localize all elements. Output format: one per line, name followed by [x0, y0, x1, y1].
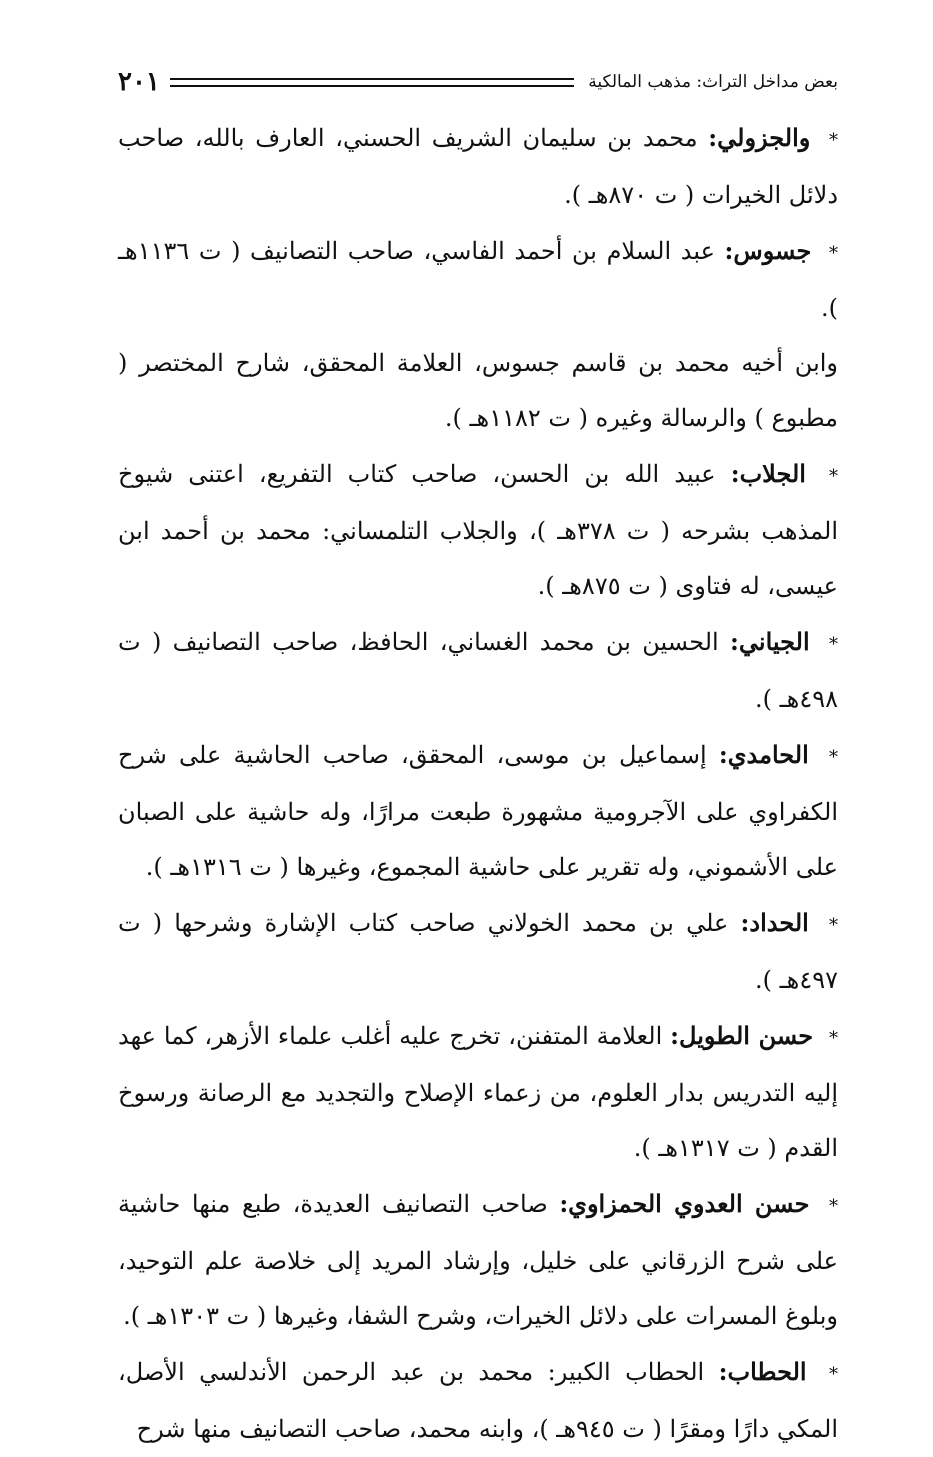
biography-entry: [118, 1344, 838, 1457]
entry-text: وابن أخيه محمد بن قاسم جسوس، العلامة المحقق، شارح المختصر ( مطبوع ) والرسالة وغيره ( ت ١١٨٢هـ ).: [118, 349, 838, 432]
entry-name: الجلاب:: [730, 459, 806, 488]
page-body: [118, 110, 838, 1457]
entry-marker: *: [829, 466, 839, 487]
biography-entry: [118, 895, 838, 1008]
entry-text: العلامة المتفنن، تخرج عليه أغلب علماء الأزهر، كما عهد إليه التدريس بدار العلوم، من زعماء الإصلاح والتجديد مع الرصانة ورسوخ القدم ( ت ١٣١٧هـ ).: [118, 1022, 838, 1162]
entry-name: الحامدي:: [718, 740, 809, 769]
running-header: [118, 62, 838, 102]
entry-marker: *: [829, 1028, 838, 1049]
entry-marker: *: [828, 1364, 838, 1385]
entry-marker: *: [828, 634, 838, 655]
biography-entry: [118, 1176, 838, 1344]
entry-text: عبيد الله بن الحسن، صاحب كتاب التفريع، اعتنى شيوخ المذهب بشرحه ( ت ٣٧٨هـ )، والجلاب التلمساني: محمد بن أحمد ابن عيسى، له فتاوى ( ت ٨٧٥هـ ).: [118, 460, 838, 600]
biography-entry: [118, 446, 838, 614]
entry-marker: *: [829, 1196, 839, 1217]
entry-name: حسن الطويل:: [670, 1021, 814, 1050]
entry-text: إسماعيل بن موسى، المحقق، صاحب الحاشية على شرح الكفراوي على الآجرومية مشهورة طبعت مرارًا، وله حاشية على الصبان على الأشموني، وله تقرير على حاشية المجموع، وغيرها ( ت ١٣١٦هـ ).: [118, 741, 838, 881]
entry-text: صاحب التصانيف العديدة، طبع منها حاشية على شرح الزرقاني على خليل، وإرشاد المريد إلى خلاصة علم التوحيد، وبلوغ المسرات على دلائل الخيرات، وشرح الشفا، وغيرها ( ت ١٣٠٣هـ ).: [118, 1190, 838, 1330]
biography-entry: [118, 110, 838, 223]
entry-marker: *: [829, 130, 838, 151]
running-title: بعض مداخل التراث: مذهب المالكية: [588, 72, 838, 92]
entry-text: محمد بن سليمان الشريف الحسني، العارف بالله، صاحب دلائل الخيرات ( ت ٨٧٠هـ ).: [118, 124, 838, 209]
biography-entry-continuation: [118, 336, 838, 446]
entry-name: الحطاب:: [718, 1357, 807, 1386]
entry-name: الحداد:: [740, 908, 809, 937]
entry-text: الحسين بن محمد الغساني، الحافظ، صاحب التصانيف ( ت ٤٩٨هـ ).: [118, 628, 838, 713]
entry-name: جسوس:: [724, 236, 812, 265]
entry-text: علي بن محمد الخولاني صاحب كتاب الإشارة وشرحها ( ت ٤٩٧هـ ).: [118, 909, 838, 994]
header-rule: [170, 78, 574, 87]
entry-text: الحطاب الكبير: محمد بن عبد الرحمن الأندلسي الأصل، المكي دارًا ومقرًا ( ت ٩٤٥هـ )، وابنه محمد، صاحب التصانيف منها شرح: [118, 1358, 838, 1443]
entry-marker: *: [829, 747, 838, 768]
biography-entry: [118, 1008, 838, 1176]
biography-entry: [118, 727, 838, 895]
entry-marker: *: [828, 243, 838, 264]
biography-entry: [118, 223, 838, 336]
entry-text: عبد السلام بن أحمد الفاسي، صاحب التصانيف ( ت ١١٣٦هـ ).: [118, 237, 838, 322]
entry-marker: *: [828, 915, 838, 936]
entry-name: والجزولي:: [708, 123, 811, 152]
page-number: ٢٠١: [118, 67, 160, 97]
biography-entry: [118, 614, 838, 727]
entry-name: حسن العدوي الحمزاوي:: [559, 1189, 810, 1218]
entry-name: الجياني:: [730, 627, 810, 656]
